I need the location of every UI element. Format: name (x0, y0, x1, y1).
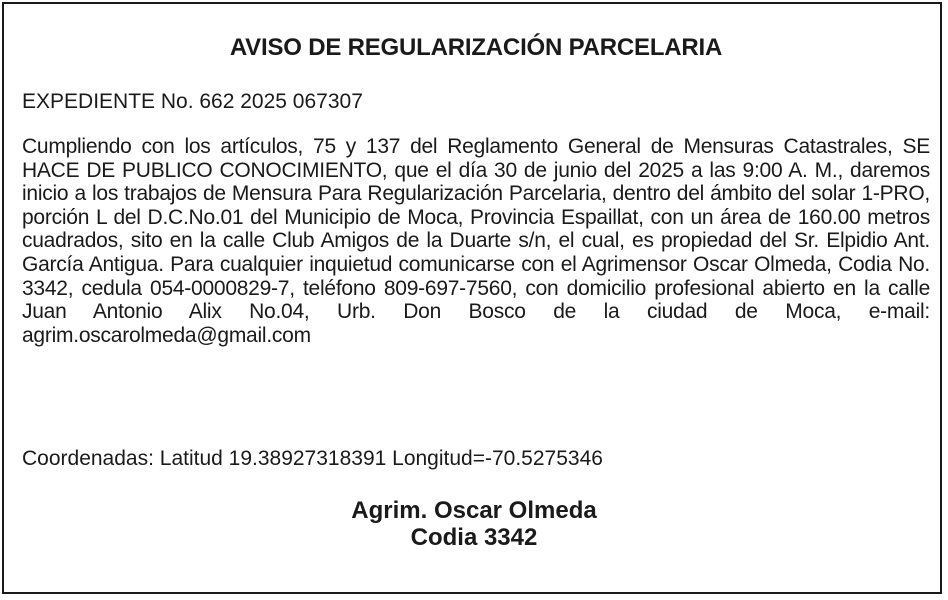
notice-body: Cumpliendo con los artículos, 75 y 137 del Reglamento General de Mensuras Catastrales, SE HACE DE PUBLICO CONOCIMIENTO, que el día 30 de junio del 2025 a las 9:00 A. M., daremos inicio a los trabajos de Mensura Para Regularización Parcelaria, dentro del ámbito del solar 1-PRO, porción L del D.C.No.01 del Municipio de Moca, Provincia Espaillat, con un área de 160.00 metros cuadrados, sito en la calle Club Amigos de la Duarte s/n, el cual, es propiedad del Sr. Elpidio Ant. García Antigua. Para cualquier inquietud comunicarse con el Agrimensor Oscar Olmeda, Codia No. 3342, cedula 054-0000829-7, teléfono 809-697-7560, con domicilio profesional abierto en la calle Juan Antonio Alix No.04, Urb. Don Bosco de la ciudad de Moca, e-mail: agrim.oscarolmeda@gmail.com (22, 135, 930, 347)
coordinates-line: Coordenadas: Latitud 19.38927318391 Longitud=-70.5275346 (22, 447, 603, 470)
signature-block (4, 497, 944, 551)
notice-title: AVISO DE REGULARIZACIÓN PARCELARIA (229, 34, 723, 61)
expediente-number: EXPEDIENTE No. 662 2025 067307 (22, 90, 363, 113)
signature-codia: Codia 3342 (410, 524, 538, 551)
signature-name: Agrim. Oscar Olmeda (351, 497, 597, 524)
notice-frame (2, 2, 942, 594)
